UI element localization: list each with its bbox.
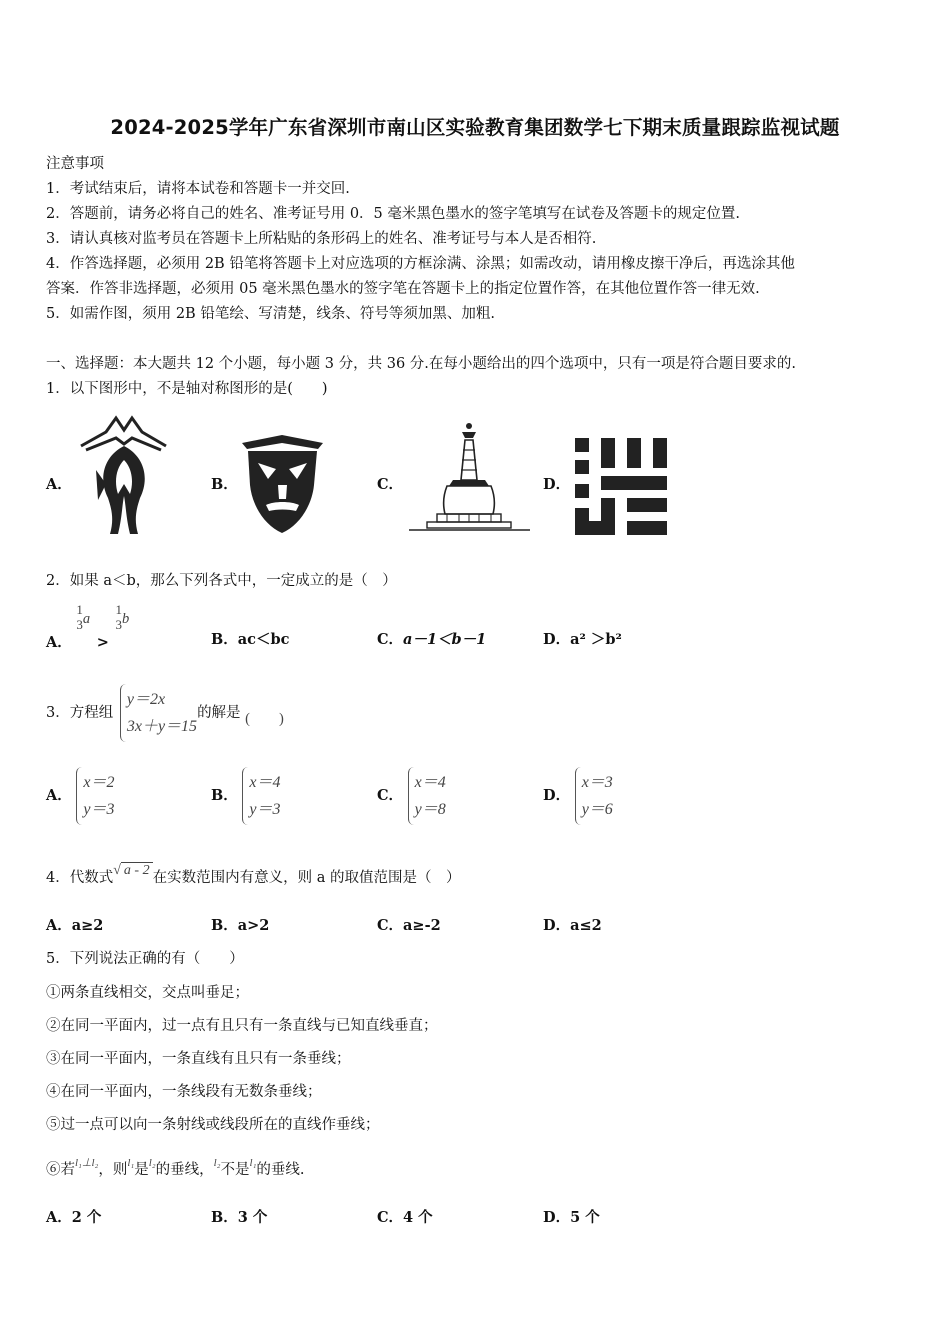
q3-option-d-label: D． <box>543 787 571 804</box>
notice-item-2: 2．答题前，请务必将自己的姓名、准考证号用 0．5 毫米黑色墨水的签字笔填写在试卷及答题卡的规定位置. <box>46 206 740 222</box>
q5-statement-2: ②在同一平面内，过一点有且只有一条直线与已知直线垂直； <box>46 1018 438 1034</box>
q3-option-c-label: C． <box>377 787 404 804</box>
section-heading: 一、选择题：本大题共 12 个小题，每小题 3 分，共 36 分.在每小题给出的四个选项中，只有一项是符合题目要求的. <box>46 356 796 372</box>
q3-number: 3．方程组 <box>46 705 114 721</box>
q1-figure-a <box>76 410 171 540</box>
q4-sqrt <box>113 862 152 878</box>
q3-eq2: 3x＋y＝15 <box>126 718 198 735</box>
q5-s6-relation: l₁⊥l₂ <box>75 1157 99 1169</box>
q2-fraction-1 <box>76 602 83 632</box>
page-title: 2024-2025学年广东省深圳市南山区实验教育集团数学七下期末质量跟踪监视试题 <box>110 116 840 139</box>
q2-fraction-2 <box>116 602 123 632</box>
q5-s6-part-b: ，则 <box>98 1162 128 1178</box>
q3-option-a-label: A． <box>46 787 72 804</box>
question-4-stem <box>46 858 461 886</box>
q3-option-a-y: y＝3 <box>83 801 115 818</box>
q1-figure-b <box>240 425 325 535</box>
q3-option-c-y: y＝8 <box>414 801 446 818</box>
q4-radicand: a - 2 <box>121 862 153 878</box>
q2-option-d: D．a² ＞b² <box>543 631 622 648</box>
q3-option-d-system <box>575 767 613 825</box>
notice-heading: 注意事项 <box>46 156 104 172</box>
q5-option-c: C．4 个 <box>377 1209 433 1226</box>
q1-option-d-label: D． <box>543 476 571 493</box>
q2-option-c-label: C． <box>377 631 404 648</box>
q5-statement-5: ⑤过一点可以向一条射线或线段所在的直线作垂线； <box>46 1117 380 1133</box>
q3-option-b-x: x＝4 <box>249 774 281 791</box>
q5-option-b: B．3 个 <box>211 1209 268 1226</box>
question-3-stem <box>46 684 284 742</box>
q2-option-a <box>46 602 130 651</box>
q3-option-d <box>543 767 613 825</box>
q5-s6-part-e: 不是 <box>220 1162 250 1178</box>
q2-fraction-1-num: 1 <box>76 602 83 617</box>
q4-option-d: D．a≤2 <box>543 917 602 934</box>
q2-gt-sign: > <box>96 634 109 651</box>
q3-option-a-system <box>76 767 114 825</box>
q2-fraction-1-den: 3 <box>76 617 83 632</box>
q4-tail: 在实数范围内有意义，则 a 的取值范围是（ ） <box>152 870 461 886</box>
q5-s6-l2b: l₂ <box>213 1157 221 1169</box>
q2-option-c-expr: a－1＜b－1 <box>403 631 487 648</box>
question-5-stem: 5．下列说法正确的有（ ） <box>46 951 244 967</box>
q2-option-b: B．ac＜bc <box>211 631 290 648</box>
q2-option-a-label: A． <box>46 634 72 651</box>
q3-option-d-y: y＝6 <box>581 801 613 818</box>
question-1-stem: 1．以下图形中，不是轴对称图形的是( ) <box>46 381 328 397</box>
q2-fraction-2-den: 3 <box>115 617 122 632</box>
q3-option-c <box>377 767 446 825</box>
q3-option-b-label: B． <box>211 787 238 804</box>
q5-s6-part-d: 的垂线， <box>155 1162 214 1178</box>
q5-statement-4: ④在同一平面内，一条线段有无数条垂线； <box>46 1084 322 1100</box>
sqrt-icon: √ <box>113 863 121 878</box>
q3-eq1: y＝2x <box>126 691 166 708</box>
q5-statement-6 <box>46 1158 305 1179</box>
q1-option-a-label: A． <box>46 476 72 493</box>
q3-equation-system <box>120 684 197 742</box>
q2-var-a: a <box>82 611 91 627</box>
q5-s6-l1: l₁ <box>127 1157 135 1169</box>
q3-tail: 的解是 <box>197 705 241 721</box>
q1-figure-d <box>575 438 670 535</box>
q4-option-c: C．a≥-2 <box>377 917 441 934</box>
q3-option-c-system <box>408 767 446 825</box>
question-2-stem: 2．如果 a＜b，那么下列各式中，一定成立的是（ ） <box>46 573 397 589</box>
q3-option-c-x: x＝4 <box>414 774 446 791</box>
q4-number: 4．代数式 <box>46 870 114 886</box>
q1-figure-c <box>407 420 532 535</box>
q4-option-a: A．a≥2 <box>46 917 104 934</box>
q5-s6-l2: l₂ <box>148 1157 156 1169</box>
q4-option-b: B．a>2 <box>211 917 270 934</box>
q5-option-a: A．2 个 <box>46 1209 102 1226</box>
q2-fraction-2-num: 1 <box>115 602 122 617</box>
q5-s6-l1b: l₁ <box>249 1157 257 1169</box>
q5-statement-1: ①两条直线相交，交点叫垂足； <box>46 985 249 1001</box>
notice-item-5: 5．如需作图，须用 2B 铅笔绘、写清楚，线条、符号等须加黑、加粗. <box>46 306 495 322</box>
notice-item-3: 3．请认真核对监考员在答题卡上所粘贴的条形码上的姓名、准考证号与本人是否相符. <box>46 231 597 247</box>
q3-option-b-y: y＝3 <box>249 801 281 818</box>
q1-option-b-label: B． <box>211 476 238 493</box>
q3-option-b <box>211 767 280 825</box>
q3-option-d-x: x＝3 <box>581 774 613 791</box>
q3-option-a <box>46 767 114 825</box>
notice-item-1: 1．考试结束后，请将本试卷和答题卡一并交回. <box>46 181 350 197</box>
q5-option-d: D．5 个 <box>543 1209 600 1226</box>
notice-item-4-cont: 答案．作答非选择题，必须用 05 毫米黑色墨水的签字笔在答题卡上的指定位置作答，在其他位置作答一律无效. <box>46 281 760 297</box>
q2-option-c <box>377 628 486 649</box>
q5-s6-part-a: ⑥若 <box>46 1162 75 1178</box>
notice-item-4: 4．作答选择题，必须用 2B 铅笔将答题卡上对应选项的方框涂满、涂黑；如需改动，请用橡皮擦干净后，再选涂其他 <box>46 256 795 272</box>
q3-paren: ( ) <box>245 711 284 727</box>
q5-statement-3: ③在同一平面内，一条直线有且只有一条垂线； <box>46 1051 351 1067</box>
q5-s6-part-f: 的垂线. <box>256 1162 305 1178</box>
q5-s6-part-c: 是 <box>134 1162 149 1178</box>
q2-var-b: b <box>122 611 130 627</box>
q1-option-c-label: C． <box>377 476 404 493</box>
q3-option-b-system <box>242 767 280 825</box>
q3-option-a-x: x＝2 <box>83 774 115 791</box>
